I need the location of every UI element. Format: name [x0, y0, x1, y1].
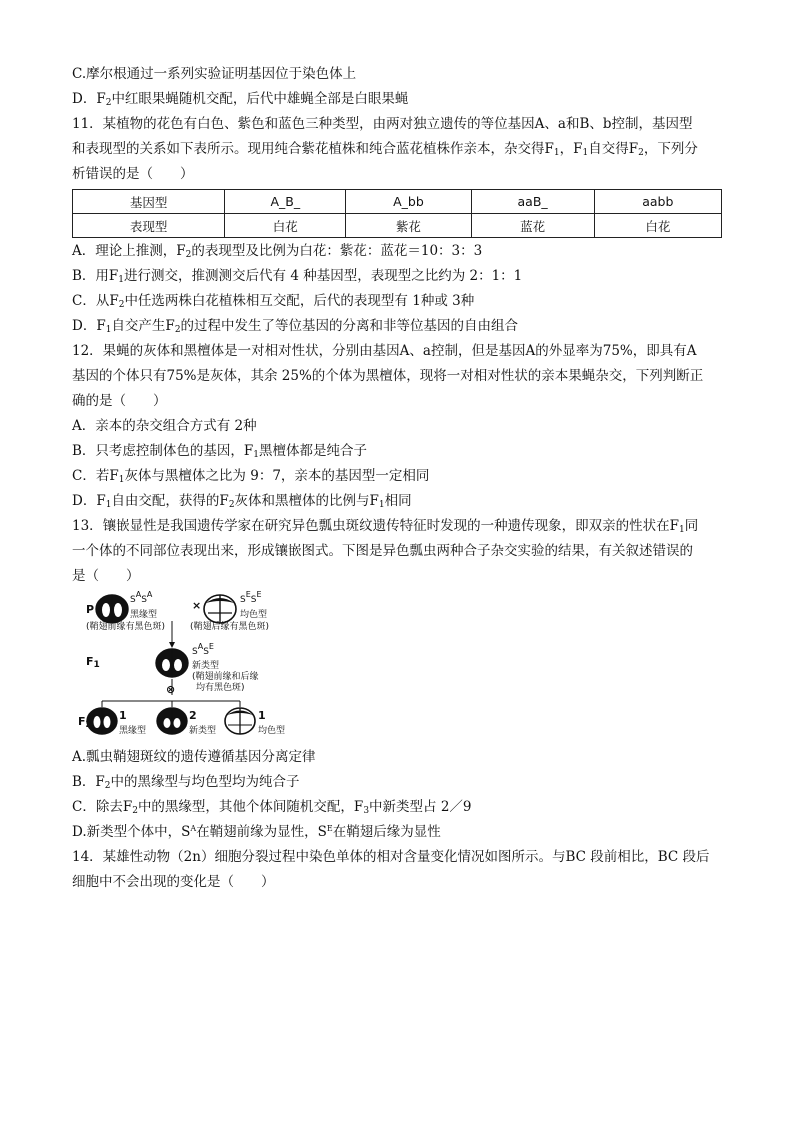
label-new-type: 新类型	[192, 661, 220, 671]
label-f1: $F_1$	[86, 655, 100, 670]
label-cross: ×	[192, 599, 202, 612]
genotype-phenotype-table	[72, 189, 722, 238]
q13-stem-line1: 13．镶嵌显性是我国遗传学家在研究异色瓢虫斑纹遗传特征时发现的一种遗传现象，即双亲的性状在$F_1$同	[72, 518, 699, 535]
table-cell: 表现型	[73, 214, 225, 238]
beetle-f2-uniform-icon	[225, 708, 255, 734]
table-cell: aaB_	[471, 190, 594, 214]
table-cell: 基因型	[73, 190, 225, 214]
q11-stem-line1: 11．某植物的花色有白色、紫色和蓝色三种类型，由两对独立遗传的等位基因A、a和B、b控制，基因型	[72, 116, 693, 132]
q12-stem-line2: 基因的个体只有75%是灰体，其余 25%的个体为黑檀体，现将一对相对性状的亲本果蝇杂交，下列判断正	[72, 368, 704, 384]
table-cell: aabb	[594, 190, 721, 214]
table-cell: 蓝花	[471, 214, 594, 238]
q10-option-c: C.摩尔根通过一系列实验证明基因位于染色体上	[72, 66, 357, 82]
table-cell: A_bb	[346, 190, 471, 214]
label-black-desc: (鞘翅前缘有黑色斑)	[86, 622, 166, 632]
q12-option-a: A．亲本的杂交组合方式有 2种	[72, 418, 257, 434]
q13-stem-line2: 一个体的不同部位表现出来，形成镶嵌图式。下图是异色瓢虫两种合子杂交实验的结果，有关叙述错误的	[72, 543, 693, 559]
label-uniform-desc: (鞘翅后缘有黑色斑)	[190, 622, 270, 632]
q11-option-b: B．用$F_1$进行测交，推测测交后代有 4 种基因型，表现型之比约为 2：1：1	[72, 268, 523, 285]
label-f2-new: 新类型	[189, 726, 217, 736]
q11-stem-line2: 和表现型的关系如下表所示。现用纯合紫花植株和纯合蓝花植株作亲本，杂交得$F_1$，$F_1$自交得$F_2$，下列分	[72, 141, 698, 158]
label-ratio-2: 2	[189, 709, 197, 722]
q11-option-d: D．$F_1$自交产生$F_2$的过程中发生了等位基因的分离和非等位基因的自由组合	[72, 318, 519, 335]
label-p2-genotype: $S^ES^E$	[240, 590, 262, 605]
table-row	[73, 214, 722, 238]
q12-option-d: D．$F_1$自由交配，获得的$F_2$灰体和黑檀体的比例与$F_1$相同	[72, 493, 412, 510]
table-cell: 紫花	[346, 214, 471, 238]
beetle-new-type-icon	[156, 649, 188, 677]
label-p1-genotype: $S^AS^A$	[130, 590, 153, 605]
label-f2-black: 黑缘型	[119, 726, 147, 736]
label-new-desc2: 均有黑色斑)	[196, 683, 245, 693]
q11-option-a: A．理论上推测，$F_2$的表现型及比例为白花：紫花：蓝花＝10：3：3	[72, 243, 483, 260]
q12-option-b: B．只考虑控制体色的基因，$F_1$黑檀体都是纯合子	[72, 443, 368, 460]
q13-option-d: D.新类型个体中，$S^A$在鞘翅前缘为显性，$S^E$在鞘翅后缘为显性	[72, 824, 441, 840]
ladybird-cross-diagram	[72, 591, 332, 741]
label-f1-genotype: $S^AS^E$	[192, 642, 214, 657]
q11-option-c: C．从$F_2$中任选两株白花植株相互交配，后代的表现型有 1种或 3种	[72, 293, 475, 310]
table-cell: A_B_	[225, 190, 346, 214]
q12-stem-line3: 确的是（ ）	[72, 393, 167, 409]
selfing-icon: ⊗	[166, 683, 176, 696]
table-cell: 白花	[594, 214, 721, 238]
q13-stem-line3: 是（ ）	[72, 568, 140, 584]
q12-option-c: C．若$F_1$灰体与黑檀体之比为 9：7，亲本的基因型一定相同	[72, 468, 430, 485]
q13-option-a: A.瓢虫鞘翅斑纹的遗传遵循基因分离定律	[72, 749, 316, 765]
q14-stem-line1: 14．某雄性动物（2n）细胞分裂过程中染色单体的相对含量变化情况如图所示。与BC 段前相比，BC 段后	[72, 849, 710, 865]
label-uniform-type: 均色型	[240, 610, 268, 620]
q12-stem-line1: 12．果蝇的灰体和黑檀体是一对相对性状，分别由基因A、a控制，但是基因A的外显率为75%，即具有A	[72, 343, 697, 359]
label-black-type: 黑缘型	[130, 610, 158, 620]
label-f2: $F_2$	[78, 715, 92, 730]
label-f2-uniform: 均色型	[258, 726, 286, 736]
label-ratio-3: 1	[258, 709, 266, 722]
label-p: P	[86, 603, 95, 616]
label-ratio-1: 1	[119, 709, 127, 722]
q14-stem-line2: 细胞中不会出现的变化是（ ）	[72, 874, 275, 890]
q10-option-d: D．$F_2$中红眼果蝇随机交配，后代中雄蝇全部是白眼果蝇	[72, 91, 409, 108]
q13-option-b: B．$F_2$中的黑缘型与均色型均为纯合子	[72, 774, 300, 791]
table-cell: 白花	[225, 214, 346, 238]
exam-page	[72, 62, 722, 895]
table-row	[73, 190, 722, 214]
q13-option-c: C．除去$F_2$中的黑缘型，其他个体间随机交配，$F_3$中新类型占 2／9	[72, 799, 472, 816]
label-new-desc1: (鞘翅前缘和后缘	[192, 672, 259, 682]
beetle-f2-new-type-icon	[157, 708, 187, 734]
q11-stem-line3: 析错误的是（ ）	[72, 166, 194, 182]
